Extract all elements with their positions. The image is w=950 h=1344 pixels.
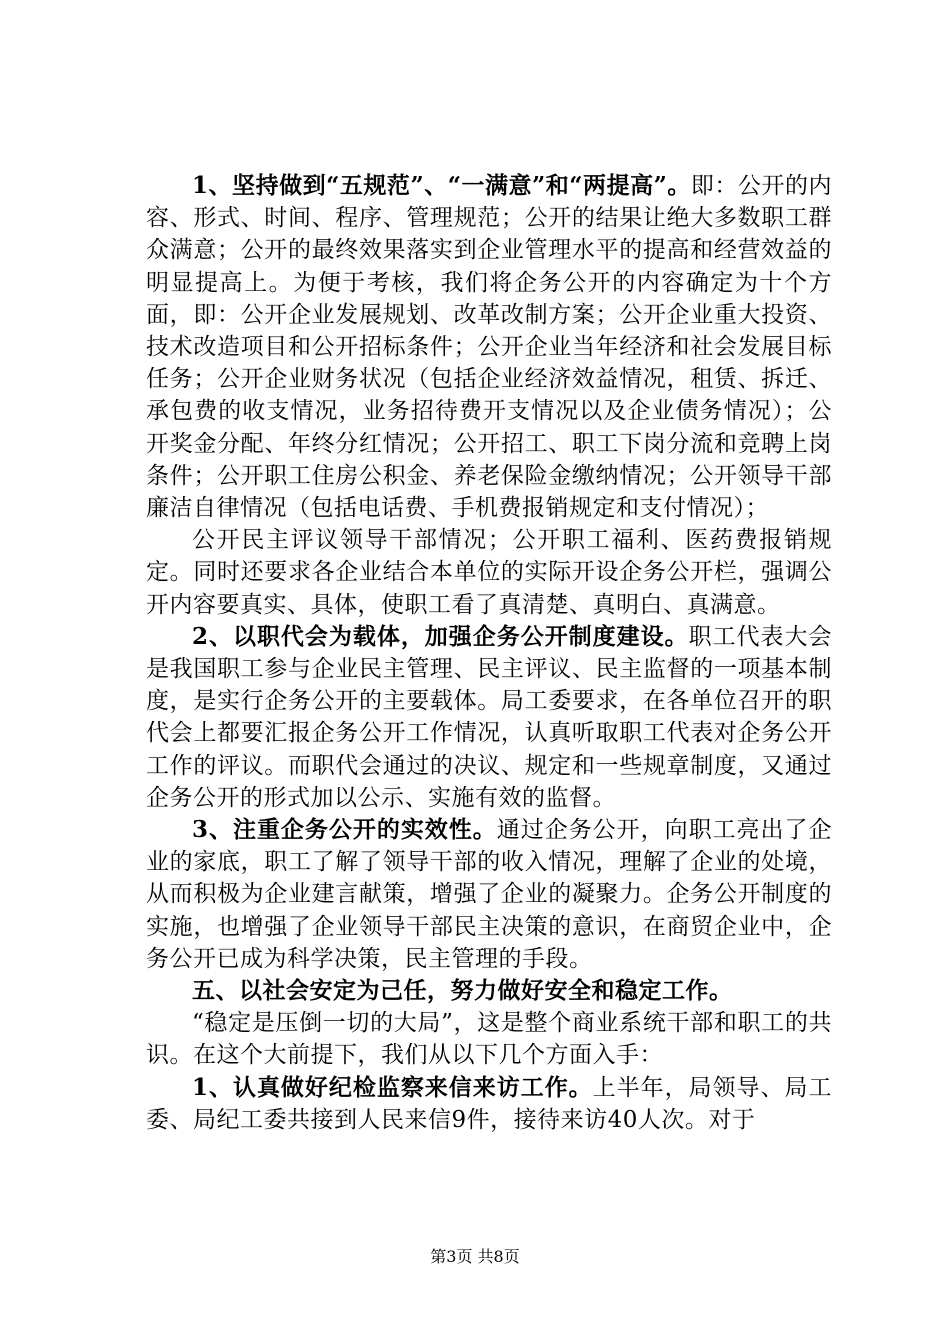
page-number-footer: 第3页 共8页: [430, 1247, 520, 1266]
paragraph-6-text: “稳定是压倒一切的大局”，这是整个商业系统干部和职工的共识。在这个大前提下，我们从以下几个方面入手：: [146, 1010, 832, 1069]
paragraph-3-text: 职工代表大会是我国职工参与企业民主管理、民主评议、民主监督的一项基本制度，是实行企务公开的主要载体。局工委要求，在各单位召开的职代会上都要汇报企务公开工作情况，认真听取职工代表对企务公开工作的评议。而职代会通过的决议、规定和一些规章制度，又通过企务公开的形式加以公示、实施有效的监督。: [146, 623, 832, 811]
section-heading-5: [146, 975, 832, 1007]
paragraph-4-heading: 3、注重企务公开的实效性。: [192, 816, 497, 844]
paragraph-2: [146, 524, 832, 621]
paragraph-4-text: 通过企务公开，向职工亮出了企业的家底，职工了解了领导干部的收入情况，理解了企业的处境，从而积极为企业建言献策，增强了企业的凝聚力。企务公开制度的实施，也增强了企业领导干部民主决策的意识，在商贸企业中，企务公开已成为科学决策，民主管理的手段。: [146, 817, 832, 972]
paragraph-3: [146, 621, 832, 814]
paragraph-1: [146, 170, 832, 524]
paragraph-7-text: 上半年，局领导、局工委、局纪工委共接到人民来信9件，接待来访40人次。对于: [146, 1074, 832, 1133]
section-5-heading: 五、以社会安定为己任，努力做好安全和稳定工作。: [192, 977, 733, 1005]
document-body: [146, 170, 832, 1136]
paragraph-2-text: 公开民主评议领导干部情况；公开职工福利、医药费报销规定。同时还要求各企业结合本单位的实际开设企务公开栏，强调公开内容要真实、具体，使职工看了真清楚、真明白、真满意。: [146, 527, 832, 618]
paragraph-6: [146, 1007, 832, 1071]
paragraph-1-text: 即：公开的内容、形式、时间、程序、管理规范；公开的结果让绝大多数职工群众满意；公开的最终效果落实到企业管理水平的提高和经营效益的明显提高上。为便于考核，我们将企务公开的内容确定为十个方面，即：公开企业发展规划、改革改制方案；公开企业重大投资、技术改造项目和公开招标条件；公开企业当年经济和社会发展目标任务；公开企业财务状况（包括企业经济效益情况，租赁、拆迁、承包费的收支情况，业务招待费开支情况以及企业债务情况）；公开奖金分配、年终分红情况；公开招工、职工下岗分流和竞聘上岗条件；公开职工住房公积金、养老保险金缴纳情况；公开领导干部廉洁自律情况（包括电话费、手机费报销规定和支付情况）；: [146, 173, 832, 522]
paragraph-7-heading: 1、认真做好纪检监察来信来访工作。: [192, 1073, 593, 1101]
paragraph-1-heading: 1、坚持做到“五规范”、“一满意”和“两提高”。: [192, 172, 691, 199]
paragraph-7: [146, 1072, 832, 1136]
paragraph-3-heading: 2、以职代会为载体，加强企务公开制度建设。: [192, 622, 689, 650]
paragraph-4: [146, 814, 832, 975]
